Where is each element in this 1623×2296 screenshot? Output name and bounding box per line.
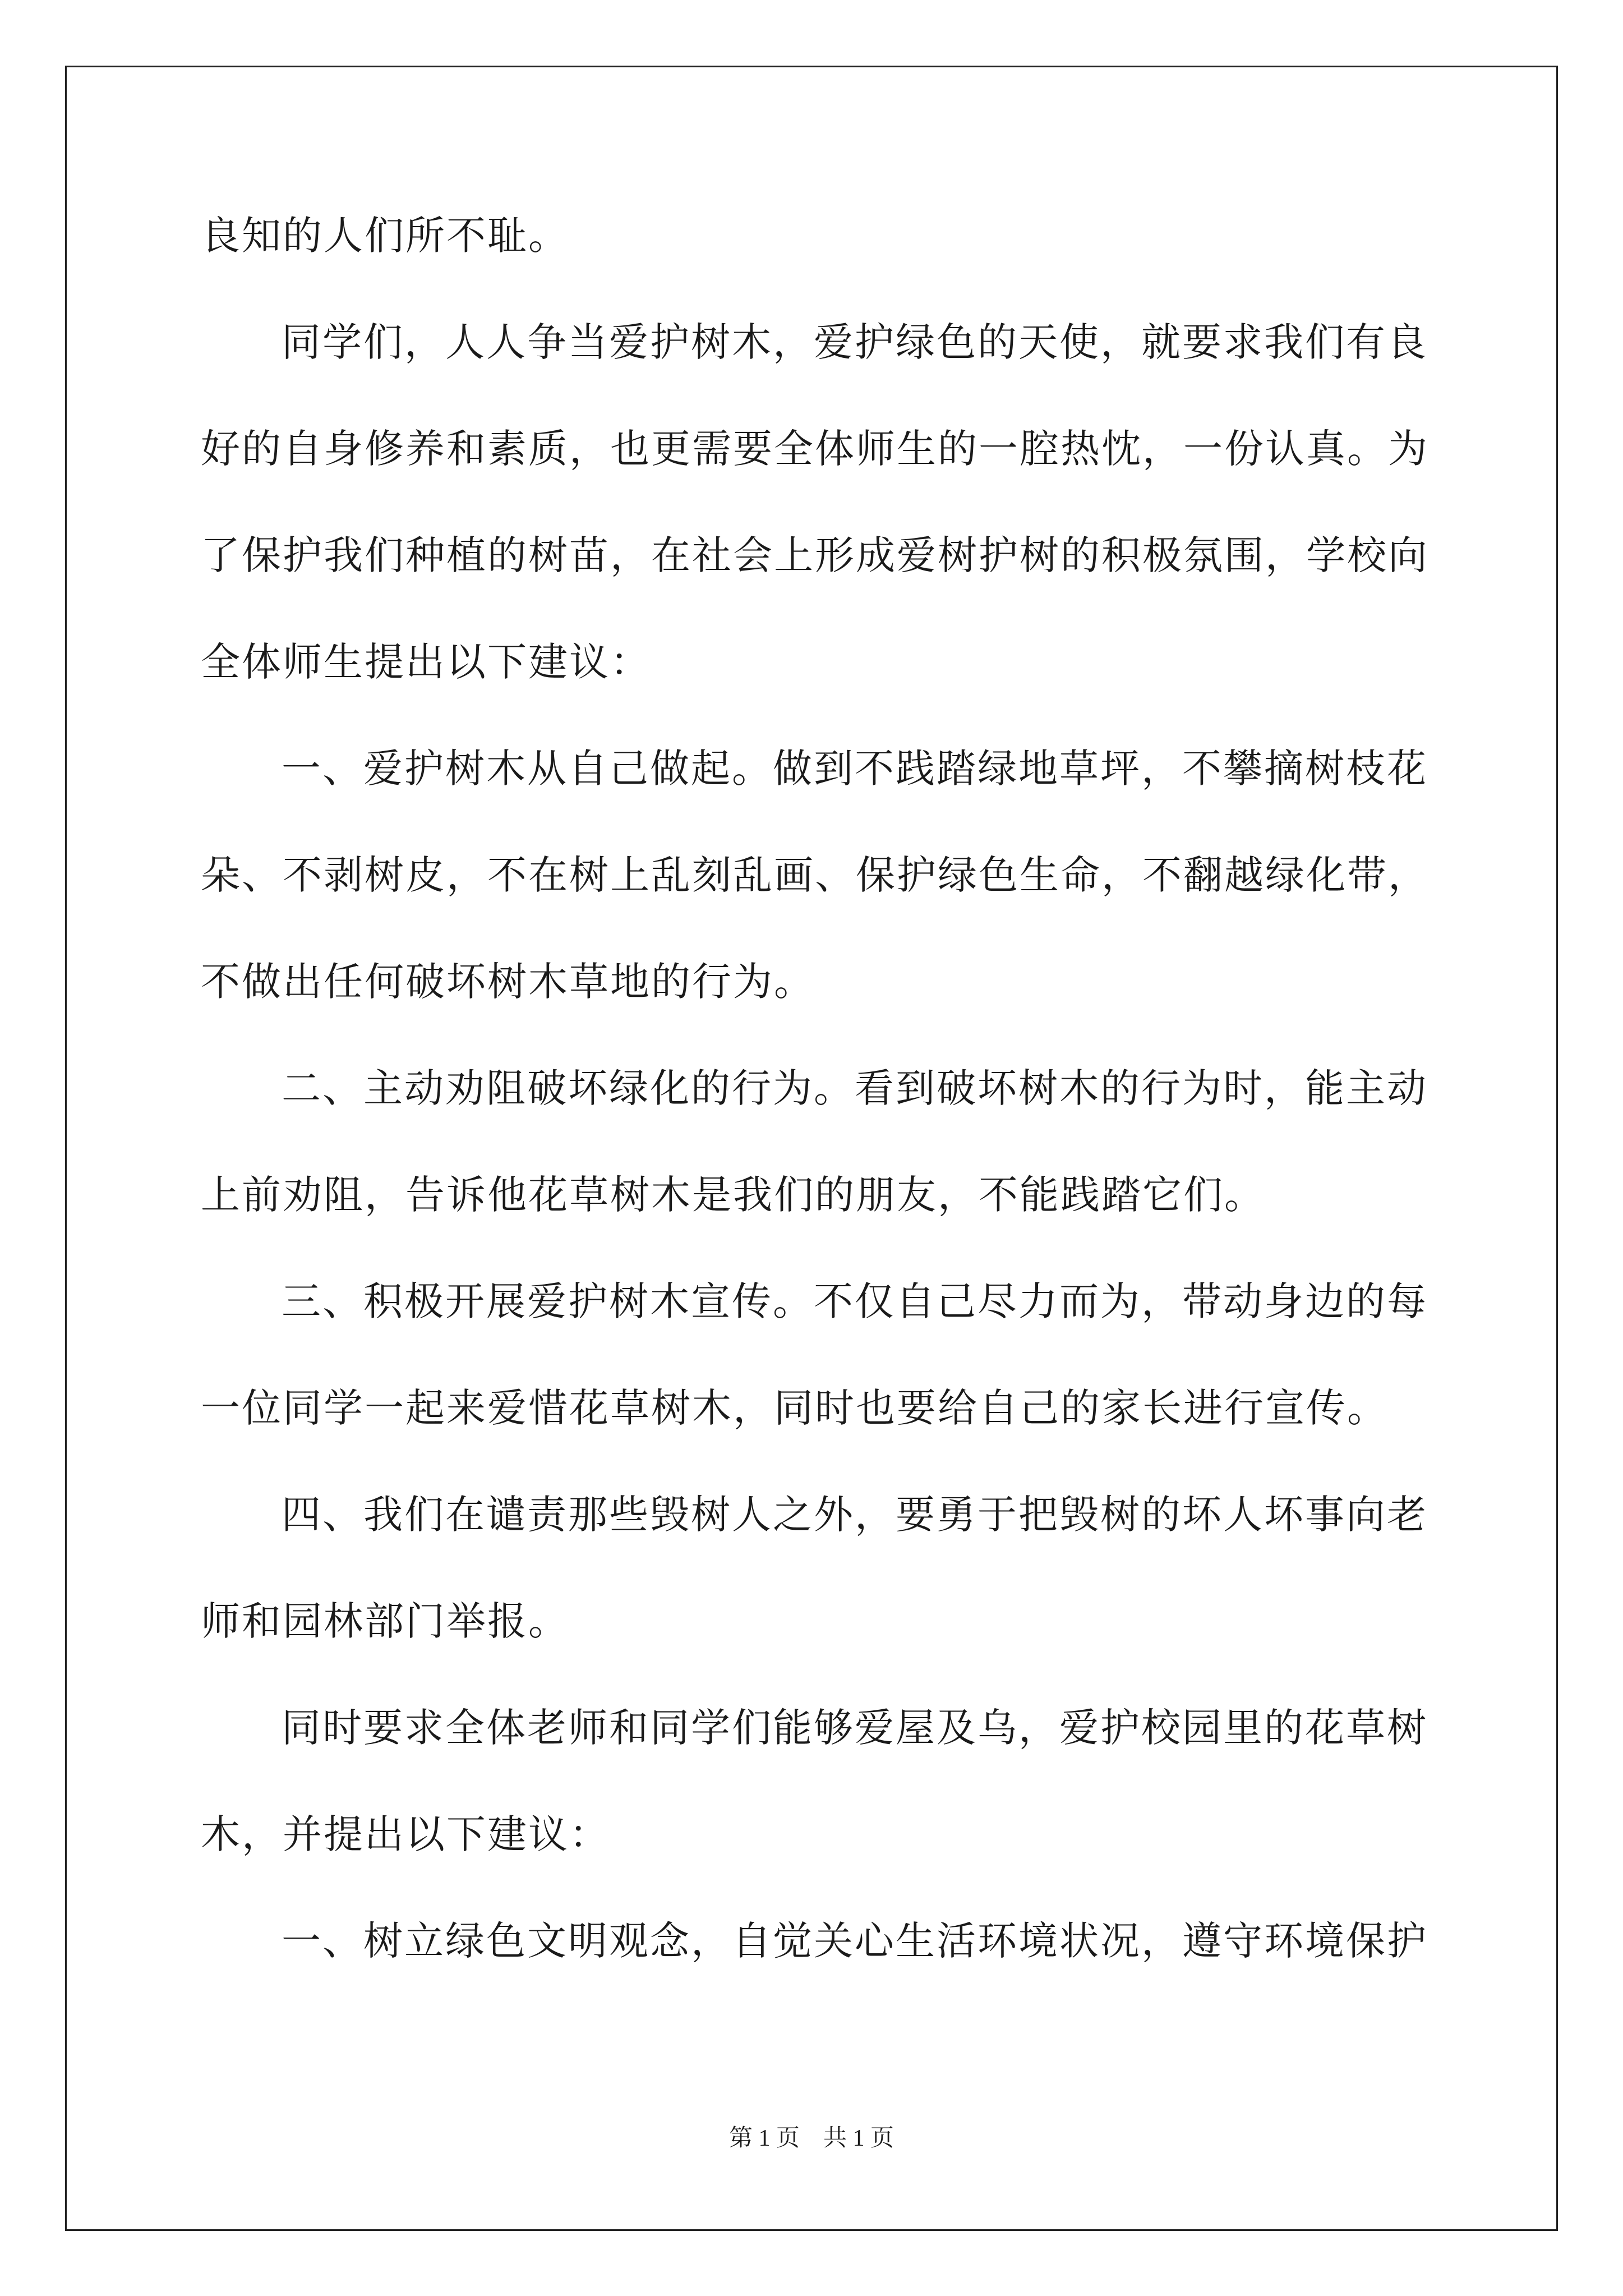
text-line: 朵、不剥树皮，不在树上乱刻乱画、保护绿色生命，不翻越绿化带， — [201, 852, 1429, 898]
text-line: 不做出任何破坏树木草地的行为。 — [201, 959, 815, 1005]
text-line: 良知的人们所不耻。 — [201, 213, 569, 259]
paragraph-start-line: 一、树立绿色文明观念，自觉关心生活环境状况，遵守环境保护 — [282, 1918, 1428, 1964]
text-line: 一位同学一起来爱惜花草树木，同时也要给自己的家长进行宣传。 — [201, 1385, 1388, 1431]
paragraph-start-line: 同学们，人人争当爱护树木，爱护绿色的天使，就要求我们有良 — [282, 319, 1428, 365]
paragraph-start-line: 四、我们在谴责那些毁树人之外，要勇于把毁树的坏人坏事向老 — [282, 1492, 1428, 1538]
text-line: 师和园林部门举报。 — [201, 1598, 569, 1644]
text-line: 上前劝阻，告诉他花草树木是我们的朋友，不能践踏它们。 — [201, 1172, 1265, 1218]
page-number-footer: 第 1 页 共 1 页 — [728, 2125, 894, 2151]
text-line: 木，并提出以下建议： — [201, 1811, 610, 1857]
paragraph-start-line: 二、主动劝阻破坏绿化的行为。看到破坏树木的行为时，能主动 — [282, 1065, 1428, 1111]
paragraph-start-line: 三、积极开展爱护树木宣传。不仅自己尽力而为，带动身边的每 — [282, 1278, 1428, 1324]
text-line: 好的自身修养和素质，也更需要全体师生的一腔热忱，一份认真。为 — [201, 426, 1429, 472]
paragraph-start-line: 同时要求全体老师和同学们能够爱屋及乌，爱护校园里的花草树 — [282, 1705, 1428, 1751]
text-line: 全体师生提出以下建议： — [201, 639, 651, 685]
paragraph-start-line: 一、爱护树木从自己做起。做到不践踏绿地草坪，不攀摘树枝花 — [282, 746, 1428, 792]
text-line: 了保护我们种植的树苗，在社会上形成爱树护树的积极氛围，学校向 — [201, 532, 1429, 578]
page-border — [65, 66, 1558, 2231]
